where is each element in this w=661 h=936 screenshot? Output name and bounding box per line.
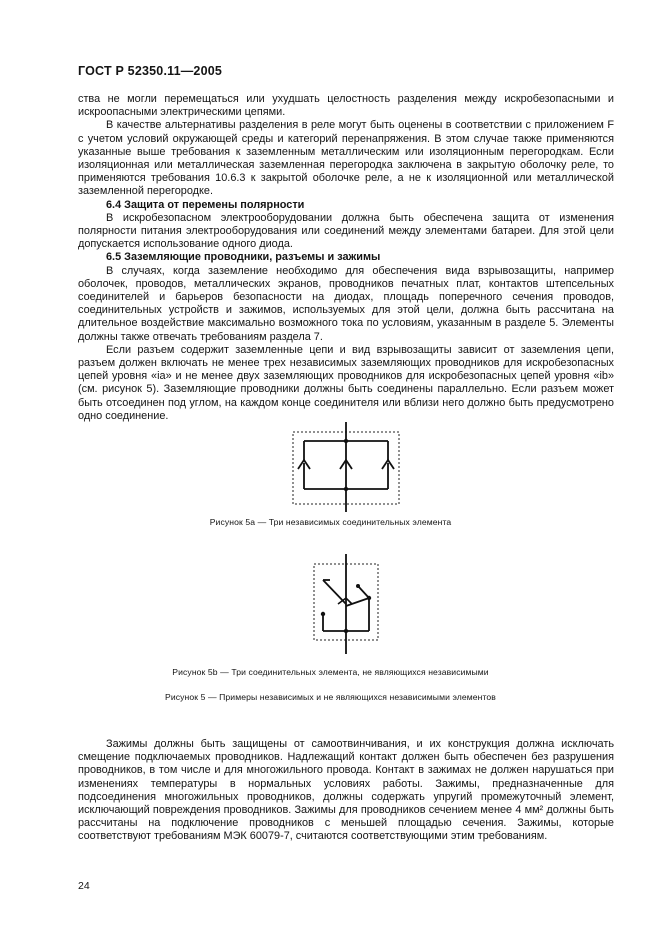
paragraph: Зажимы должны быть защищены от самоотвинчивания, и их конструкция должна исключать смещение подключаемых проводников. Надлежащий контакт должен быть обеспечен без разрушения проводников, в том числе и для многожильного провода. Контакт в зажимах не должен нарушаться при изменениях температуры в нормальных условиях работы. Зажимы, предназначенные для подсоединения многожильных проводников, должны содержать упругий промежуточный элемент, исключающий повреждения проводников. Зажимы для проводников сечением менее 4 мм² должны быть рассчитаны на подключение проводников с меньшей площадью сечения. Зажимы, которые соответствуют требованиям МЭК 60079-7, считаются соответствующими этим требованиям.: [78, 738, 614, 843]
page-number: 24: [78, 880, 90, 892]
section-heading-6-5: 6.5 Заземляющие проводники, разъемы и зажимы: [106, 251, 381, 264]
main-text: [78, 93, 614, 423]
figure-5-caption: Рисунок 5 — Примеры независимых и не являющихся независимыми элементов: [165, 692, 496, 702]
paragraph: ства не могли перемещаться или ухудшать целостность разделения между искробезопасными и искроопасными электрическими цепями.: [78, 93, 614, 119]
figure-5b-diagram: [308, 554, 388, 654]
paragraph: В искробезопасном электрооборудовании должна быть обеспечена защита от изменения полярности питания электрооборудования или соединений между элементами батареи. Для этой цели допускается использование одного диода.: [78, 211, 614, 251]
figure-5a-diagram: [287, 422, 407, 512]
paragraph: В случаях, когда заземление необходимо для обеспечения вида взрывозащиты, например оболочек, проводов, металлических экранов, проводников печатных плат, контактов штепсельных соединителей и барьеров безопасности на диодах, площадь поперечного сечения проводов, соединительных устройств и зажимов, используемых для этой цели, должна быть рассчитана на длительное воздействие максимально возможного тока по условиям, указанным в разделе 5. Элементы должны также отвечать требованиям раздела 7.: [78, 264, 614, 343]
document-header: ГОСТ Р 52350.11—2005: [78, 64, 223, 78]
paragraph: Если разъем содержит заземленные цепи и вид взрывозащиты зависит от заземления цепи, разъем должен включать не менее трех независимых заземляющих проводников для искробезопасных цепей уровня «ia» и не менее двух заземляющих проводников для искробезопасных цепей уровня «ib» (см. рисунок 5). Заземляющие проводники должны быть соединены параллельно. Если разъем может быть отсоединен под углом, на каждом конце соединителя или вблизи него должно быть предусмотрено одно соединение.: [78, 343, 614, 422]
section-heading-6-4: 6.4 Защита от перемены полярности: [106, 198, 305, 211]
closing-text: [78, 738, 614, 844]
figure-5b-caption: Рисунок 5b — Три соединительных элемента, не являющихся независимыми: [172, 667, 489, 677]
paragraph: В качестве альтернативы разделения в реле могут быть оценены в соответствии с приложением F с учетом условий окружающей среды и категорий перенапряжения. В этом случае также применяются указанные выше требования к заземленным металлическим или изоляционным перегородкам. Если изоляционная или металлическая заземленная перегородка заключена в закрытую оболочку реле, то применяются требования 10.6.3 к закрытой оболочке реле, а не к изоляционной или металлической заземленной перегородке.: [78, 119, 614, 198]
figure-5a-caption: Рисунок 5а — Три независимых соединительных элемента: [209, 517, 452, 527]
